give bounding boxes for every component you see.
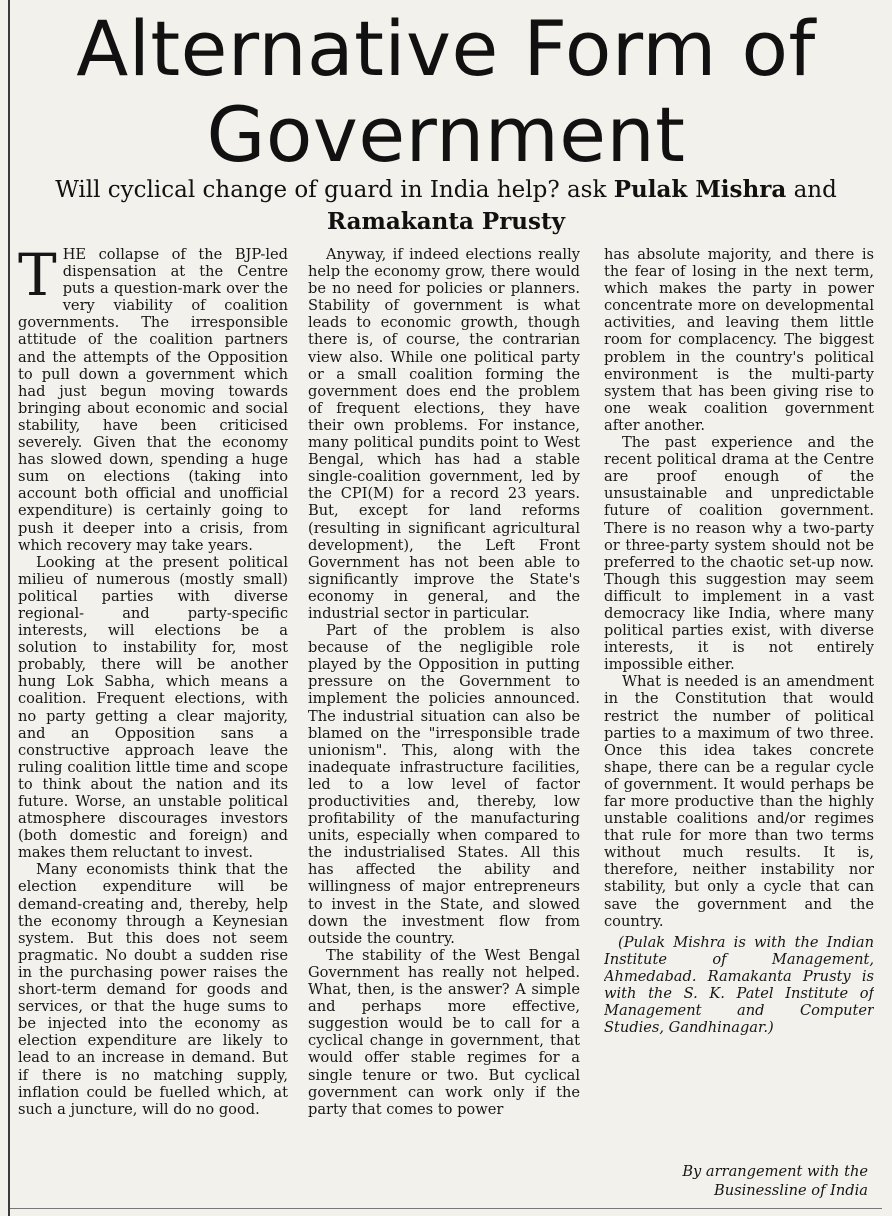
column-3 xyxy=(604,246,874,1206)
credit-line-2: Businessline of India xyxy=(713,1182,868,1199)
paragraph-3: Many economists think that the election expenditure will be demand-creating and, thereby, help the economy through a Keynesian system. But this does not seem pragmatic. No doubt a sudden rise in the purchasing power raises the short-term demand for goods and services, or that the huge sums to be injected into the economy as election expenditure are likely to lead to an increase in demand. But if there is no matching supply, inflation could be fuelled which, at such a juncture, will do no good. xyxy=(18,861,288,1118)
paragraph-1-text: HE collapse of the BJP-led dispensation at the Centre puts a question-mark over the very viability of coalition governments. The irresponsible attitude of the coalition partners and the attempts of the Opposition to pull down a government which had just begun moving towards bringing about economic and social stability, have been criticised severely. Given that the economy has slowed down, spending a huge sum on elections (taking into account both official and unofficial expenditure) is certainly going to push it deeper into a crisis, from which recovery may take years. xyxy=(18,246,288,554)
paragraph-7: The past experience and the recent political drama at the Centre are proof enough of the unsustainable and unpredictable future of coalition government. There is no reason why a two-party or three-party system should not be preferred to the chaotic set-up now. Though this suggestion may seem difficult to implement in a vast democracy like India, where many political parties exist, with diverse interests, it is not entirely impossible either. xyxy=(604,434,874,674)
deck-and: and xyxy=(793,177,837,203)
headline: Alternative Form of Government xyxy=(76,4,816,179)
author-bio: (Pulak Mishra is with the Indian Institute of Management, Ahmedabad. Ramakanta Prusty is with the S. K. Patel Institute of Management and Computer Studies, Gandhinagar.) xyxy=(604,933,874,1037)
column-1 xyxy=(18,246,288,1206)
paragraph-8: What is needed is an amendment in the Constitution that would restrict the number of political parties to a maximum of two three. Once this idea takes concrete shape, there can be a regular cycle of government. It would perhaps be far more productive than the highly unstable coalitions and/or regimes that rule for more than two terms without much results. It is, therefore, neither instability nor stability, but only a cycle that can save the government and the country. xyxy=(604,673,874,930)
paragraph-6-start: The stability of the West Bengal Government has really not helped. What, then, is the answer? A simple and perhaps more effective, suggestion would be to call for a cyclical change in government, that would offer stable regimes for a single tenure or two. But cyclical government can work only if the party that comes to power xyxy=(308,946,580,1118)
author-1-name: Pulak Mishra xyxy=(613,176,787,203)
credit-line-1: By arrangement with the xyxy=(682,1163,868,1180)
paragraph-4: Anyway, if indeed elections really help the economy grow, there would be no need for policies or planners. Stability of government is what leads to economic growth, though there is, of course, the contrarian view also. While one political party or a small coalition forming the government does end the problem of frequent elections, they have their own problems. For instance, many political pundits point to West Bengal, which has had a stable single-coalition government, led by the CPI(M) for a record 23 years. But, except for land reforms (resulting in significant agricultural development), the Left Front Government has not been able to significantly improve the State's economy in general, and the industrial sector in particular. xyxy=(308,246,580,622)
author-2-name: Ramakanta Prusty xyxy=(327,208,565,235)
paragraph-5: Part of the problem is also because of the negligible role played by the Opposition in putting pressure on the Government to implement the policies announced. The industrial situation can also be blamed on the "irresponsible trade unionism". This, along with the inadequate infrastructure facilities, led to a low level of factor productivities and, thereby, low profitability of the manufacturing units, especially when compared to the industrialised States. All this has affected the ability and willingness of major entrepreneurs to invest in the State, and slowed down the investment flow from outside the country. xyxy=(308,622,580,947)
paragraph-6-continued: has absolute majority, and there is the fear of losing in the next term, which makes the party in power concentrate more on developmental activities, and leaving them little room for complacency. The biggest problem in the country's political environment is the multi-party system that has been giving rise to one weak coalition government after another. xyxy=(604,246,874,434)
source-credit xyxy=(604,1162,868,1200)
deck-question: Will cyclical change of guard in India help? ask xyxy=(55,177,607,203)
deck xyxy=(30,174,862,238)
left-column-rule xyxy=(8,0,10,1216)
bottom-rule xyxy=(10,1208,882,1209)
paragraph-2: Looking at the present political milieu of numerous (mostly small) political parties with diverse regional- and party-specific interests, will elections be a solution to instability for, most probably, there will be another hung Lok Sabha, which means a coalition. Frequent elections, with no party getting a clear majority, and an Opposition sans a constructive approach leave the ruling coalition little time and scope to think about the nation and its future. Worse, an unstable political atmosphere discourages investors (both domestic and foreign) and makes them reluctant to invest. xyxy=(18,553,288,862)
column-2 xyxy=(308,246,580,1206)
paragraph-1 xyxy=(18,246,288,554)
drop-cap: T xyxy=(18,246,57,309)
